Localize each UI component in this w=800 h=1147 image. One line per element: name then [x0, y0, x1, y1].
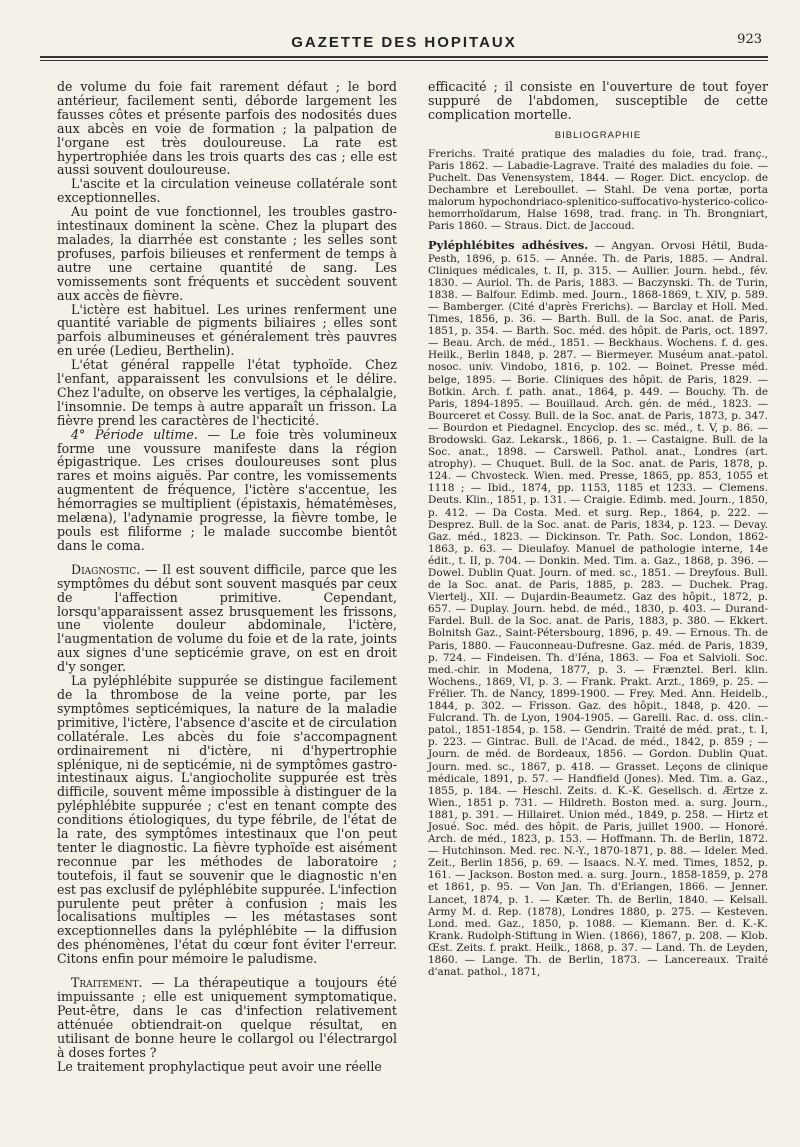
continued-text — [428, 80, 768, 122]
bibliography-entry — [428, 239, 768, 978]
paragraph: L'ictère est habituel. Les urines renferment une quantité variable de pigments biliaires ; elles sont parfois albumineuses et généralement très pauvres en urée (Ledieu, Berthelin). — [57, 301, 397, 359]
section-label: Traitement. — [71, 975, 143, 991]
right-column — [428, 80, 768, 985]
page-header — [40, 14, 768, 76]
paragraph: efficacité ; il consiste en l'ouverture de tout foyer suppuré de l'abdomen, susceptible de cette complication mortelle. — [428, 79, 768, 122]
section-label: Diagnostic. — [71, 561, 141, 577]
paragraph-text: — La thérapeutique a toujours été impuissante ; elle est uniquement symptomatique. Peut-être, dans le cas d'infection relativement atténuée obtiendrait-on quelque résultat, en utilisant de bonne heure le collargol ou l'électrargol à doses fortes ? — [57, 975, 397, 1060]
paragraph: La pyléphlébite suppurée se distingue facilement de la thrombose de la veine porte, par les symptômes septicémiques, la nature de la maladie primitive, l'ictère, l'absence d'ascite et de circulation collatérale. Les abcès du foie s'accompagnent ordinairement ni d'ictère, ni d'hypertrophie splénique, ni de septicémie, ni de symptômes gastro-intestinaux aigus. L'angiocholite suppurée est très difficile, souvent même impossible à distinguer de la pyléphlébite suppurée ; c'est en tenant compte des conditions étiologiques, du type fébrile, de l'état de la rate, des symptômes intestinaux que l'on peut tenter le diagnostic. La fièvre typhoïde est aisément reconnue par les méthodes de laboratoire ; toutefois, il faut se souvenir que le diagnostic n'en est pas exclusif de pyléphlébite suppurée. L'infection purulente peut prêter à confusion ; mais les localisations multiples — les métastases sont exceptionnelles dans la pyléphlébite — la diffusion des phénomènes, l'état du cœur font éviter l'erreur. Citons enfin pour mémoire le paludisme. — [57, 673, 398, 967]
paragraph: Le traitement prophylactique peut avoir une réelle — [57, 1058, 382, 1074]
paragraph: L'état général rappelle l'état typhoïde. Chez l'enfant, apparaissent les convulsions et le délire. Chez l'adulte, on observe les vertiges, la céphalalgie, l'insomnie. De temps à autre apparaît un frisson. La fièvre prend les caractères de l'hecticité. — [57, 357, 397, 428]
section-label: 4° Période ultime. — [71, 426, 198, 442]
header-rule-thin — [40, 60, 768, 61]
page-number: 923 — [737, 32, 762, 47]
paragraph-text: — Le foie très volumineux forme une voussure manifeste dans la région épigastrique. Les crises douloureuses sont plus rares et moins aiguës. Par contre, les vomissements augmentent de fréquence, l'ictère s'accentue, les hémorragies se multiplient (épistaxis, hématémèses, melæna), l'adynamie progresse, la fièvre tombe, le pouls est filiforme ; le malade succombe bientôt dans le coma. — [57, 426, 397, 553]
paragraph-text: — Il est souvent difficile, parce que les symptômes du début sont souvent masqués par ceux de l'affection primitive. Cependant, lorsqu'apparaissent assez brusquement les frissons, une violente douleur abdominale, l'ictère, l'augmentation de volume du foie et de la rate, joints aux signes d'une septicémie grave, on est en droit d'y songer. — [57, 561, 397, 675]
bibliography-entry: Frerichs. Traité pratique des maladies du foie, trad. franç., Paris 1862. — Labadie-Lagrave. Traité des maladies du foie. — Puchelt. Das Venensystem, 1844. — Roger. Dict. encyclop. de Dechambre et Lereboullet. — Stahl. De vena portæ, porta malorum hypochondriaco-splenitico-suffocativo-hysterico-colico-hemorrhoïdarum, Halse 1698, trad. franç. in Th. Brongniart, Paris 1860. — Straus. Dict. de Jaccoud. — [428, 147, 768, 233]
paragraph — [57, 428, 397, 553]
bibliography-heading: BIBLIOGRAPHIE — [554, 129, 642, 141]
journal-title: GAZETTE DES HOPITAUX — [291, 34, 517, 51]
paragraph: L'ascite et la circulation veineuse collatérale sont exceptionnelles. — [57, 176, 397, 206]
left-column — [57, 80, 397, 1073]
paragraph: de volume du foie fait rarement défaut ; le bord antérieur, facilement senti, déborde largement les fausses côtes et présente parfois des nodosités dues aux abcès en voie de formation ; la palpation de l'organe est très douloureuse. La rate est hypertrophiée dans les trois quarts des cas ; elle est aussi souvent douloureuse. — [57, 79, 397, 178]
header-rule-thick — [40, 56, 768, 58]
paragraph — [57, 563, 397, 674]
paragraph: Au point de vue fonctionnel, les troubles gastro-intestinaux dominent la scène. Chez la plupart des malades, la diarrhée est constante ; les selles sont profuses, parfois bilieuses et renferment de temps à autre une certaine quantité de sang. Les vomissements sont fréquents et succèdent souvent aux accès de fièvre. — [57, 204, 397, 303]
paragraph — [57, 976, 397, 1059]
bibliography-text: — Angyan. Orvosi Hétil, Buda-Pesth, 1896, p. 615. — Année. Th. de Paris, 1885. — Andral. Cliniques médicales, t. II, p. 315. — Aullier. Journ. hebd., fév. 1830. — Auriol. Th. de Paris, 1883. — Baczynski. Th. de Turin, 1838. — Balfour. Edimb. med. Journ., 1868-1869, t. XIV, p. 589. — Bamberger. (Cité d'après Frerichs). — Barclay et Holl. Med. Times, 1856, p. 36. — Barth. Bull. de la Soc. anat. de Paris, 1851, p. 354. — Barth. Soc. méd. des hôpit. de Paris, oct. 1897. — Beau. Arch. de méd., 1851. — Beckhaus. Wochens. f. d. ges. Heilk., Berlin 1848, p. 287. — Biermeyer. Muséum anat.-patol. nosoc. univ. Vindobo, 1816, p. 102. — Boinet. Presse méd. belge, 1895. — Borie. Cliniques des hôpit. de Paris, 1829. — Botkin. Arch. f. path. anat., 1864, p. 449. — Bouchy. Th. de Paris, 1894-1895. — Bouillaud. Arch. gén. de méd., 1823. — Bourceret et Cossy. Bull. de la Soc. anat. de Paris, 1873, p. 347. — Bourdon et Piedagnel. Encyclop. des sc. méd., t. V, p. 86. — Brodowski. Gaz. Lekarsk., 1866, p. 1. — Castaigne. Bull. de la Soc. anat., 1898. — Carswell. Pathol. anat., Londres (art. atrophy). — Chuquet. Bull. de la Soc. anat. de Paris, 1878, p. 124. — Chvosteck. Wien. med. Presse, 1865, pp. 853, 1055 et 1118 ; — Ibid., 1874, pp. 1153, 1185 et 1233. — Clemens. Deuts. Klin., 1851, p. 131. — Craigie. Edimb. med. Journ., 1850, p. 412. — Da Costa. Med. et surg. Rep., 1864, p. 222. — Desprez. Bull. de la Soc. anat. de Paris, 1834, p. 123. — Devay. Gaz. méd., 1823. — Dickinson. Tr. Path. Soc. London, 1862-1863, p. 63. — Dieulafoy. Manuel de pathologie interne, 14e édit., t. II, p. 704. — Donkin. Med. Tim. a. Gaz., 1868, p. 396. — Dowel. Dublin Quat. Journ. of med. sc., 1851. — Dreyfous. Bull. de la Soc. anat. de Paris, 1885, p. 283. — Duchek. Prag. Viertelj., XII. — Dujardin-Beaumetz. Gaz des hôpit., 1872, p. 657. — Duplay. Journ. hebd. de méd., 1830, p. 403. — Durand-Fardel. Bull. de la Soc. anat. de Paris, 1883, p. 380. — Ekkert. Bolnitsh Gaz., Saint-Pétersbourg, 1896, p. 49. — Ernous. Th. de Paris, 1880. — Fauconneau-Dufresne. Gaz. méd. de Paris, 1839, p. 724. — Findeisen. Th. d'Iéna, 1863. — Foa et Salvioli. Soc. med.-chir. in Modena, 1877, p. 3. — Frænztel. Berl. klin. Wochens., 1869, VI, p. 3. — Frank. Prakt. Arzt., 1869, p. 25. — Frélier. Th. de Nancy, 1899-1900. — Frey. Med. Ann. Heidelb., 1844, p. 302. — Frisson. Gaz. des hôpit., 1848, p. 420. — Fulcrand. Th. de Lyon, 1904-1905. — Garelli. Rac. d. oss. clin.-patol., 1851-1854, p. 158. — Gendrin. Traité de méd. prat., t. I, p. 223. — Gintrac. Bull. de l'Acad. de méd., 1842, p. 859 ; — Journ. de méd. de Bordeaux, 1856. — Gordon. Dublin Quat. Journ. med. sc., 1867, p. 418. — Grasset. Leçons de clinique médicale, 1891, p. 57. — Handfield (Jones). Med. Tim. a. Gaz., 1855, p. 184. — Heschl. Zeits. d. K.-K. Gesellsch. d. Ærtze z. Wien., 1851 p. 731. — Hildreth. Boston med. a. surg. Journ., 1881, p. 391. — Hillairet. Union méd., 1849, p. 258. — Hirtz et Josué. Soc. méd. des hôpit. de Paris, juillet 1900. — Honoré. Arch. de méd., 1823, p. 153. — Hoffmann. Th. de Berlin, 1872. — Hutchinson. Med. rec. N.-Y., 1870-1871, p. 88. — Ideler. Med. Zeit., Berlin 1856, p. 69. — Isaacs. N.-Y. med. Times, 1852, p. 161. — Jackson. Boston med. a. surg. Journ., 1858-1859, p. 278 et 1861, p. 95. — Von Jan. Th. d'Erlangen, 1866. — Jenner. Lancet, 1874, p. 1. — Kæter. Th. de Berlin, 1840. — Kelsall. Army M. d. Rep. (1878), Londres 1880, p. 275. — Kesteven. Lond. med. Gaz., 1850, p. 1088. — Kiemann. Ber. d. K.-K. Krank. Rudolph-Stiftung in Wien. (1866), 1867, p. 208. — Klob. Œst. Zeits. f. prakt. Heilk., 1868, p. 37. — Land. Th. de Leyden, 1860. — Lange. Th. de Berlin, 1873. — Lancereaux. Traité d'anat. pathol., 1871, — [428, 240, 769, 979]
bibliography-subheading: Pyléphlébites adhésives. — [428, 238, 589, 253]
